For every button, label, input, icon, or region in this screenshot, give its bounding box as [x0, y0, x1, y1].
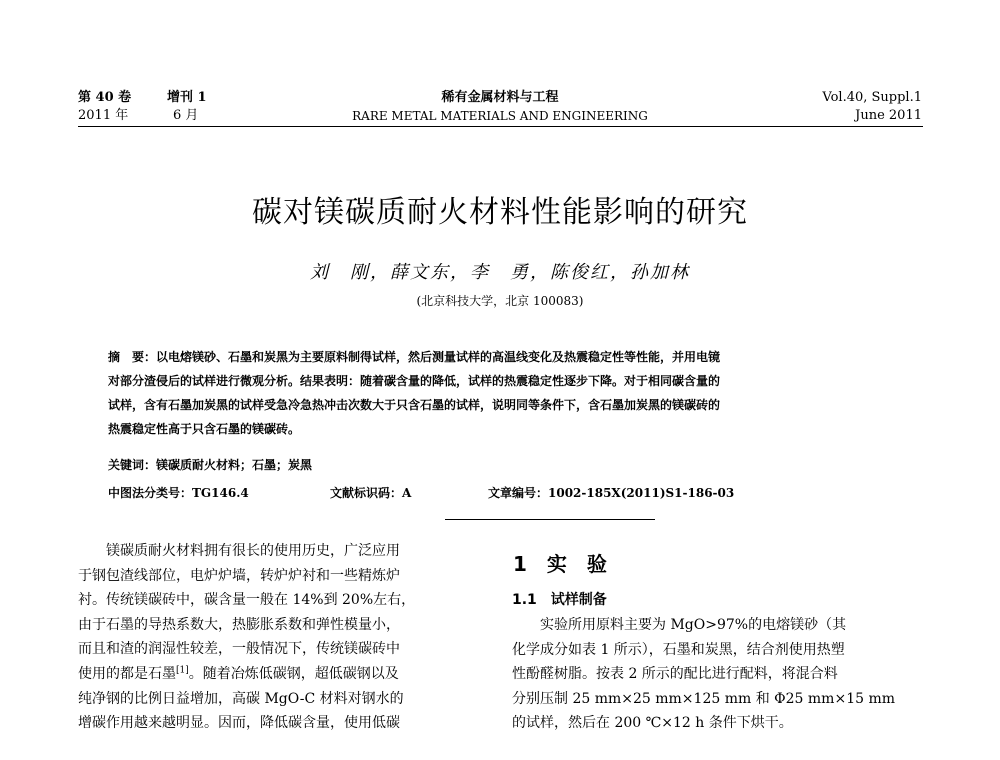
- document-code: 文献标识码：A: [330, 486, 412, 500]
- issue-label: 增刊 1: [167, 90, 207, 105]
- month-label: 6 月: [173, 108, 199, 123]
- abstract-line: 热震稳定性高于只含石墨的镁碳砖。: [108, 422, 301, 436]
- body-line: 衬。传统镁碳砖中，碳含量一般在 14%到 20%左右，: [78, 592, 416, 609]
- body-line: 性酚醛树脂。按表 2 所示的配比进行配料，将混合料: [512, 666, 838, 683]
- body-line: 使用的都是石墨: [78, 665, 176, 682]
- body-line: 而且和渣的润湿性较差，一般情况下，传统镁碳砖中: [78, 641, 400, 658]
- body-line: 于钢包渣线部位，电炉炉墙，转炉炉衬和一些精炼炉: [78, 567, 400, 584]
- body-line: 化学成分如表 1 所示），石墨和炭黑，结合剂使用热塑: [512, 641, 845, 658]
- abstract-line: 对部分渣侵后的试样进行微观分析。结果表明：随着碳含量的降低，试样的热震稳定性逐步下降。对于相同碳含量的: [108, 374, 721, 388]
- year-label: 2011 年: [78, 108, 129, 123]
- volume-en: Vol.40, Suppl.1: [822, 90, 922, 105]
- body-line: 。随着冶炼低碳钢，超低碳钢以及: [188, 665, 399, 682]
- body-line: 镁碳质耐火材料拥有很长的使用历史，广泛应用: [78, 543, 400, 559]
- volume-label: 第 40 卷: [78, 90, 132, 105]
- abstract-line: 摘 要：以电熔镁砂、石墨和炭黑为主要原料制得试样，然后测量试样的高温线变化及热震稳定性等性能，并用电镜: [108, 350, 721, 364]
- abstract: [108, 345, 898, 441]
- abstract-rule: [445, 519, 655, 520]
- abstract-line: 试样，含有石墨加炭黑的试样受急冷急热冲击次数大于只含石墨的试样，说明同等条件下，含石墨加炭黑的镁碳砖的: [108, 398, 721, 412]
- paper-authors: 刘 刚，薛文东，李 勇，陈俊红，孙加林: [310, 262, 690, 283]
- header-rule: [78, 126, 923, 127]
- body-line: 由于石墨的导热系数大，热膨胀系数和弹性模量小，: [78, 616, 400, 633]
- paper-title: 碳对镁碳质耐火材料性能影响的研究: [252, 195, 748, 230]
- journal-title-cn: 稀有金属材料与工程: [441, 90, 559, 105]
- article-number: 文章编号：1002-185X(2011)S1-186-03: [488, 486, 735, 500]
- keywords: 关键词：镁碳质耐火材料；石墨；炭黑: [108, 458, 313, 472]
- body-line: 分别压制 25 mm×25 mm×125 mm 和 Φ25 mm×15 mm: [512, 690, 896, 707]
- body-line: 纯净钢的比例日益增加，高碳 MgO-C 材料对钢水的: [78, 690, 404, 707]
- paper-affiliation: (北京科技大学，北京 100083): [416, 294, 584, 308]
- body-line: 增碳作用越来越明显。因而，降低碳含量，使用低碳: [78, 715, 400, 732]
- citation-ref: [1]: [176, 665, 189, 676]
- clc-number: 中图法分类号：TG146.4: [108, 486, 249, 500]
- date-en: June 2011: [855, 108, 922, 123]
- journal-title-en: RARE METAL MATERIALS AND ENGINEERING: [352, 109, 648, 123]
- body-left-column: [78, 539, 482, 736]
- body-line: 的试样，然后在 200 ℃×12 h 条件下烘干。: [512, 715, 793, 732]
- subsection-heading: 1.1 试样制备: [512, 592, 607, 608]
- body-line-with-ref: [78, 662, 482, 687]
- section-heading: 1 实 验: [513, 552, 607, 576]
- body-right-column: [512, 613, 924, 736]
- body-line: 实验所用原料主要为 MgO>97%的电熔镁砂（其: [512, 617, 847, 633]
